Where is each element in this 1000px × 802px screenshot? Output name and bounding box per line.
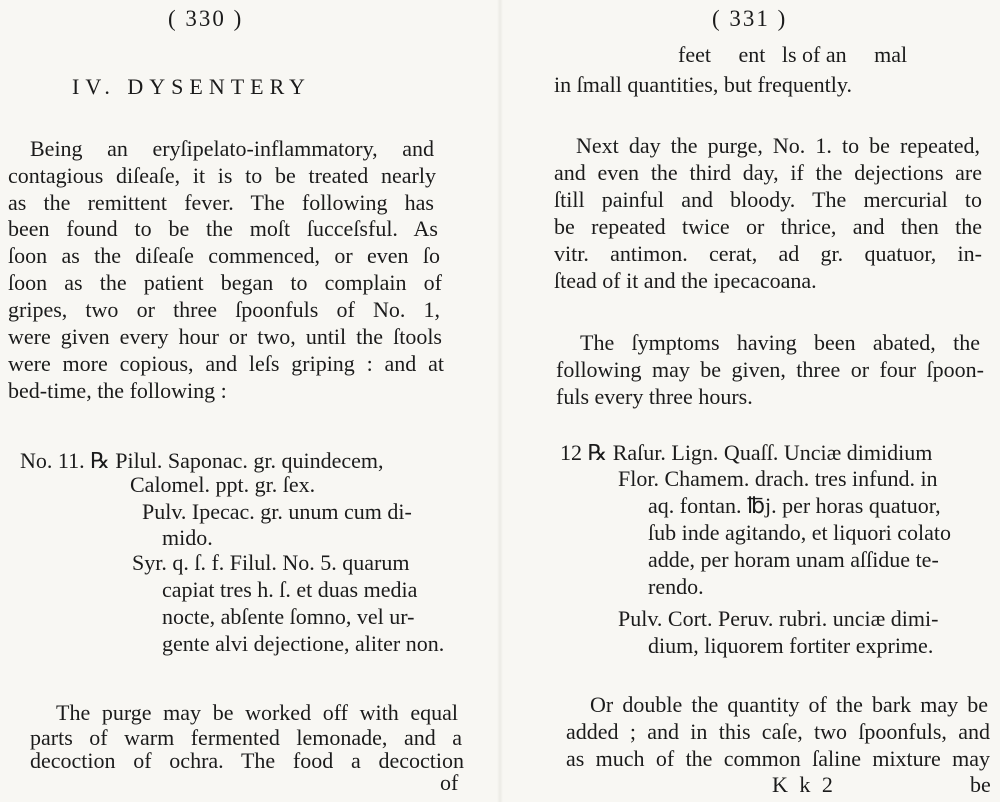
text-line: following may be given, three or four ſpoon- <box>556 357 984 382</box>
catchword: of <box>440 770 459 795</box>
text-line: gripes, two or three ſpoonfuls of No. 1, <box>8 297 440 322</box>
text-line: in ſmall quantities, but frequently. <box>554 72 852 97</box>
text-line: fuls every three hours. <box>556 384 753 409</box>
right-page-number: ( 331 ) <box>712 6 788 31</box>
recipe-line: No. 11. ℞ Pilul. Saponac. gr. quindecem, <box>20 448 384 473</box>
recipe-line: rendo. <box>648 574 704 599</box>
text-line: parts of warm fermented lemonade, and a <box>30 725 462 750</box>
catchword: be <box>970 772 991 797</box>
top-fragment: feet ent ls of an mal <box>678 42 908 67</box>
recipe-line: 12 ℞ Raſur. Lign. Quaſſ. Unciæ dimidium <box>560 440 933 465</box>
text-line: Being an eryſipelato-inflammatory, and <box>30 136 434 161</box>
text-line: ſoon as the diſeaſe commenced, or even ſo <box>8 243 440 268</box>
text-line: were given every hour or two, until the ſtools <box>8 324 442 349</box>
recipe-line: mido. <box>162 525 213 550</box>
text-line: bed-time, the following : <box>8 378 227 403</box>
recipe-line: nocte, abſente ſomno, vel ur- <box>162 604 415 629</box>
recipe-line: aq. fontan. ℔j. per horas quatuor, <box>648 493 941 518</box>
recipe-line: Calomel. ppt. gr. ſex. <box>130 472 316 497</box>
left-page-number: ( 330 ) <box>168 6 244 31</box>
recipe-line: capiat tres h. ſ. et duas media <box>162 577 418 602</box>
recipe-line: Pulv. Ipecac. gr. unum cum di- <box>142 499 412 524</box>
text-line: and even the third day, if the dejections are <box>554 160 982 185</box>
text-line: decoction of ochra. The food a decoction <box>30 748 464 773</box>
recipe-line: Syr. q. ſ. f. Filul. No. 5. quarum <box>132 550 410 575</box>
text-line: Next day the purge, No. 1. to be repeated, <box>576 133 980 158</box>
recipe-line: dium, liquorem fortiter exprime. <box>648 633 934 658</box>
text-line: added ; and in this caſe, two ſpoonfuls, and <box>566 719 990 744</box>
text-line: been found to be the moſt ſucceſsful. As <box>8 216 438 241</box>
recipe-line: Pulv. Cort. Peruv. rubri. unciæ dimi- <box>618 606 939 631</box>
text-line: ſtill painful and bloody. The mercurial to <box>554 187 982 212</box>
text-line: The ſymptoms having been abated, the <box>580 330 980 355</box>
text-line: contagious diſeaſe, it is to be treated nearly <box>8 163 436 188</box>
text-line: The purge may be worked off with equal <box>56 700 458 725</box>
section-heading: IV. DYSENTERY <box>72 74 311 99</box>
text-line: were more copious, and leſs griping : and at <box>8 351 444 376</box>
signature-mark: K k 2 <box>772 772 836 797</box>
text-line: vitr. antimon. cerat, ad gr. quatuor, in- <box>554 241 982 266</box>
recipe-line: adde, per horam unam aſſidue te- <box>648 547 939 572</box>
recipe-line: gente alvi dejectione, aliter non. <box>162 631 445 656</box>
text-line: Or double the quantity of the bark may be <box>590 692 988 717</box>
recipe-line: Flor. Chamem. drach. tres infund. in <box>618 466 938 491</box>
text-line: be repeated twice or thrice, and then the <box>554 214 982 239</box>
text-line: as much of the common ſaline mixture may <box>566 746 990 771</box>
text-line: ſoon as the patient began to complain of <box>8 270 442 295</box>
text-line: as the remittent fever. The following has <box>8 190 434 215</box>
right-page <box>500 0 1000 802</box>
text-line: ſtead of it and the ipecacoana. <box>554 268 817 293</box>
recipe-line: ſub inde agitando, et liquori colato <box>648 520 952 545</box>
